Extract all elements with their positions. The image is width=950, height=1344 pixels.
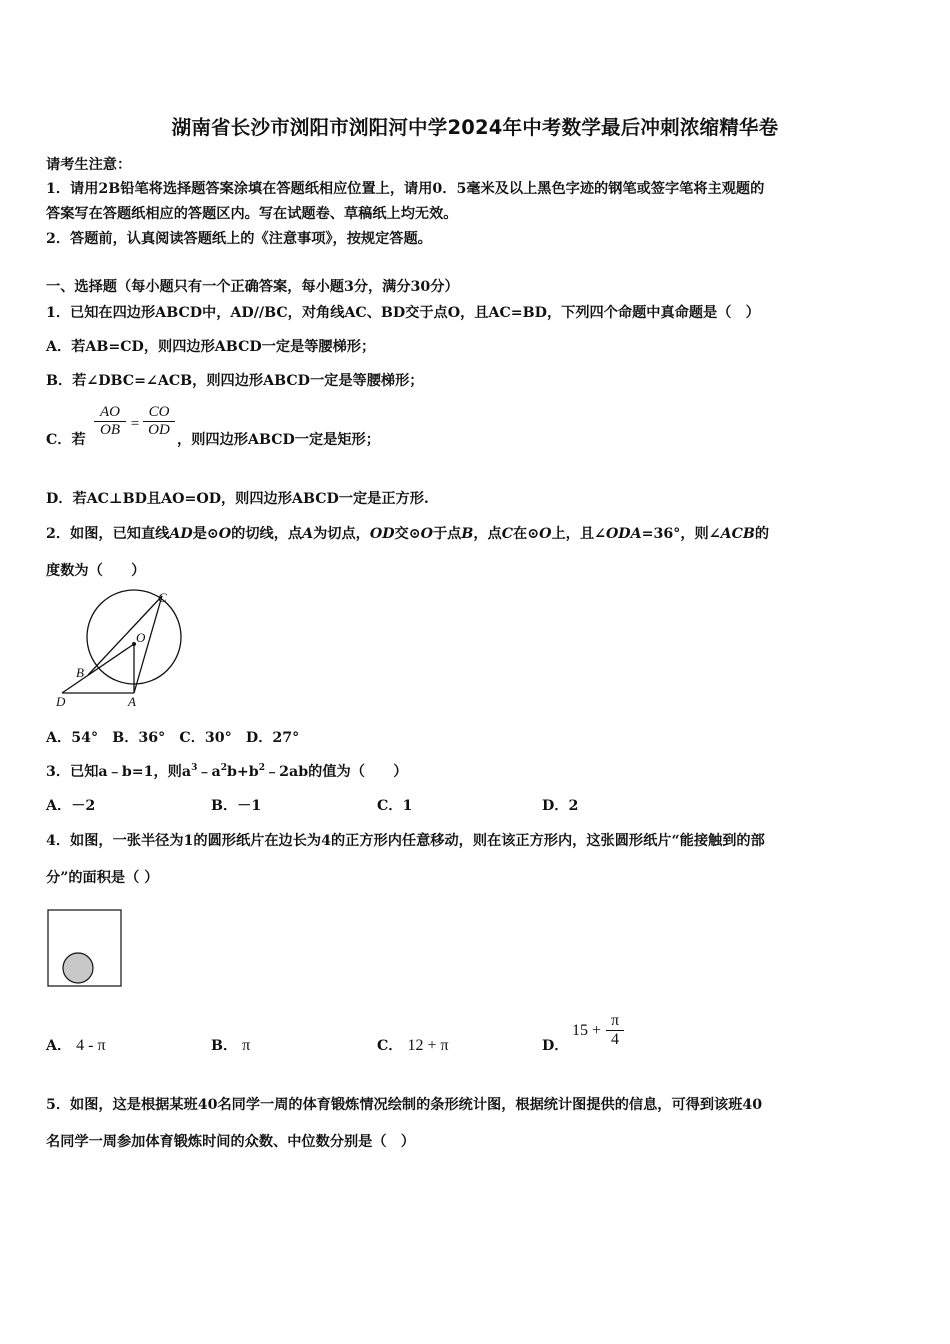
notice-line-1b: 答案写在答题纸相应的答题区内。写在试题卷、草稿纸上均无效。 (46, 206, 458, 222)
q5-stem-line1: 5．如图，这是根据某班40名同学一周的体育锻炼情况绘制的条形统计图，根据统计图提供的信息，可得到该班40 (46, 1097, 763, 1113)
label-o: O (136, 630, 146, 645)
q1-option-c-prefix: C．若 (46, 432, 86, 448)
q4-stem-line2: 分”的面积是（ ） (46, 870, 159, 886)
q3-stem (46, 761, 407, 781)
q2-text: 上，且∠ (551, 526, 606, 542)
q2-text: 的切线，点 (231, 526, 303, 542)
q1-frac2-den: OD (143, 421, 175, 439)
q1-frac1-num: AO (100, 404, 120, 420)
q4-option-c-value: 12 + π (407, 1037, 449, 1054)
q3-option-a: A．－2 (46, 798, 96, 814)
q1-fraction-ao-ob (94, 404, 126, 439)
page-title: 湖南省长沙市浏阳市浏阳河中学2024年中考数学最后冲刺浓缩精华卷 (171, 116, 779, 139)
q2-options: A．54° B．36° C．30° D．27° (46, 730, 300, 746)
q4-option-d-label: D． (542, 1038, 569, 1054)
q2-text: ，点 (473, 526, 502, 542)
q4-option-d-fraction (606, 1012, 624, 1049)
notice-heading: 请考生注意： (46, 157, 132, 173)
q4-option-d-den: 4 (606, 1030, 624, 1049)
q4-option-d-num: π (610, 1012, 620, 1029)
label-b: B (76, 665, 84, 680)
q3-sup: 2 (220, 763, 227, 773)
q1-fraction-co-od (143, 404, 175, 439)
q2-var: A (302, 526, 314, 542)
q4-stem-line1: 4．如图，一张半径为1的圆形纸片在边长为4的正方形内任意移动，则在该正方形内，这张圆形纸片“能接触到的部 (46, 833, 765, 849)
q4-option-d-whole: 15 + (572, 1022, 602, 1039)
q2-var: B (461, 526, 474, 542)
q2-stem-line2: 度数为（ ） (46, 563, 146, 579)
q5-stem-line2: 名同学一周参加体育锻炼时间的众数、中位数分别是（ ） (46, 1134, 415, 1150)
q3-sup: 2 (258, 763, 265, 773)
q4-option-a-label: A． (46, 1038, 72, 1054)
q2-text: 在⊙ (513, 526, 540, 542)
segment-od (62, 644, 134, 693)
label-d: D (56, 694, 66, 709)
q3-option-b: B．－1 (211, 798, 262, 814)
q4-option-b-label: B． (211, 1038, 238, 1054)
q2-var: AD (169, 526, 193, 542)
q1-stem: 1．已知在四边形ABCD中，AD//BC，对角线AC、BD交于点O，且AC=BD，下列四个命题中真命题是（ ） (46, 305, 760, 321)
q3-text: ﹣2ab的值为（ ） (264, 764, 408, 780)
q4-option-c (377, 1035, 449, 1055)
q4-option-a (46, 1035, 106, 1055)
q1-option-d: D．若AC⊥BD且AO=OD，则四边形ABCD一定是正方形. (46, 491, 429, 507)
q2-circle-figure (50, 586, 195, 711)
q4-option-b-value: π (242, 1037, 251, 1054)
q2-text: 是⊙ (192, 526, 219, 542)
q1-frac2-num: CO (148, 404, 170, 420)
label-c: C (158, 590, 167, 605)
q2-var: O (218, 526, 232, 542)
q2-text: 的 (754, 526, 770, 542)
q2-text: 交⊙ (394, 526, 421, 542)
q3-text: 3．已知a﹣b=1，则a (46, 764, 192, 780)
notice-line-1: 1．请用2B铅笔将选择题答案涂填在答题纸相应位置上，请用0．5毫米及以上黑色字迹的钢笔或签字笔将主观题的 (46, 181, 765, 197)
q1-option-a: A．若AB=CD，则四边形ABCD一定是等腰梯形； (46, 339, 376, 355)
q4-option-c-label: C． (377, 1038, 403, 1054)
q2-var: ACB (720, 526, 755, 542)
q3-text: b+b (226, 764, 259, 780)
section-heading: 一、选择题（每小题只有一个正确答案，每小题3分，满分30分） (46, 279, 459, 295)
q1-equals: = (130, 416, 140, 432)
q2-text: =36°，则∠ (641, 526, 721, 542)
q2-var: ODA (605, 526, 642, 542)
q3-option-d: D．2 (542, 798, 579, 814)
q2-var: O (420, 526, 433, 542)
q3-option-c: C．1 (377, 798, 413, 814)
q1-option-b: B．若∠DBC=∠ACB，则四边形ABCD一定是等腰梯形； (46, 373, 424, 389)
q3-sup: 3 (191, 763, 198, 773)
q4-square-figure (44, 906, 134, 992)
q2-stem (46, 523, 769, 543)
label-a: A (128, 694, 136, 709)
q2-text: 2．如图，已知直线 (46, 526, 170, 542)
q1-frac1-den: OB (94, 421, 126, 439)
q4-option-a-value: 4 - π (76, 1037, 106, 1054)
q4-option-b (211, 1035, 250, 1055)
notice-line-2: 2．答题前，认真阅读答题纸上的《注意事项》，按规定答题。 (46, 231, 432, 247)
q2-var: OD (369, 526, 395, 542)
q3-text: ﹣a (197, 764, 221, 780)
q2-text: 为切点， (313, 526, 370, 542)
q1-option-c-suffix: ，则四边形ABCD一定是矩形； (177, 432, 380, 448)
q2-text: 于点 (432, 526, 462, 542)
paper-circle (63, 953, 93, 983)
q2-var: C (501, 526, 514, 542)
q2-var: O (539, 526, 552, 542)
